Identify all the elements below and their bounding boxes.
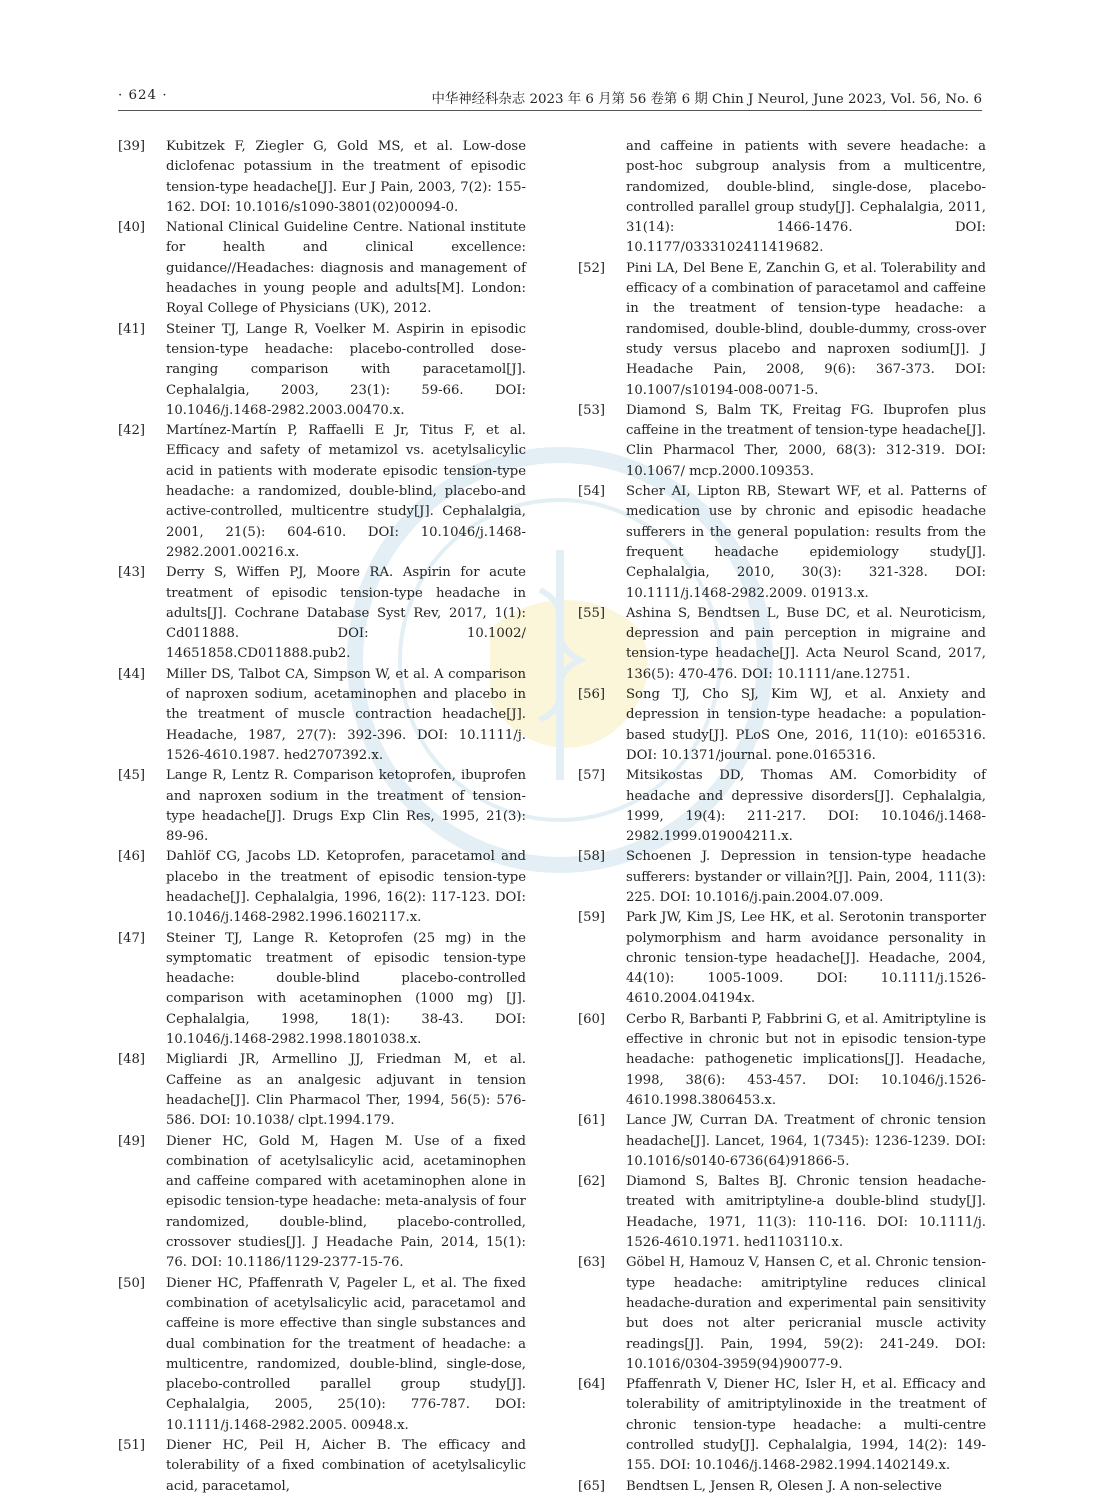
- reference-number: [39]: [118, 139, 146, 154]
- reference-item: [578, 1172, 986, 1253]
- reference-item: [578, 259, 986, 401]
- reference-item: [578, 401, 986, 482]
- right-reference-column: [578, 137, 986, 1497]
- reference-text: Ashina S, Bendtsen L, Buse DC, et al. Neuroticism, depression and pain perception in migraine and tension-type headache[J]. Acta Neurol Scand, 2017, 136(5): 470-476. DOI: 10.1111/ane.12751.: [626, 605, 986, 682]
- reference-item: [578, 908, 986, 1009]
- reference-text: Dahlöf CG, Jacobs LD. Ketoprofen, paracetamol and placebo in the treatment of episodic tension-type headache[J]. Cephalalgia, 1996, 16(2): 117-123. DOI: 10.1046/j.1468-2982.1996.1602117.x.: [166, 849, 526, 926]
- reference-number: [53]: [578, 402, 606, 418]
- reference-number: [54]: [578, 484, 606, 500]
- reference-number: [42]: [118, 423, 146, 439]
- reference-number: [52]: [578, 260, 606, 276]
- reference-text: Bendtsen L, Jensen R, Olesen J. A non-selective: [626, 1478, 942, 1494]
- reference-item: [118, 1050, 526, 1131]
- reference-number: [62]: [578, 1174, 606, 1190]
- reference-number: [49]: [118, 1133, 146, 1149]
- reference-text: Diener HC, Pfaffenrath V, Pageler L, et al. The fixed combination of acetylsalicylic acid, paracetamol and caffeine is more effective than single substances and dual combination for the treatment of headache: a multicentre, randomized, double-blind, single-dose, placebo-controlled parallel group study[J]. Cephalalgia, 2005, 25(10): 776-787. DOI: 10.1111/j.1468-2982.2005. 00948.x.: [166, 1275, 526, 1433]
- reference-text: Miller DS, Talbot CA, Simpson W, et al. A comparison of naproxen sodium, acetaminophen and placebo in the treatment of muscle contraction headache[J]. Headache, 1987, 27(7): 392-396. DOI: 10.1111/j. 1526-4610.1987. hed2707392.x.: [166, 666, 526, 763]
- reference-item: [578, 1010, 986, 1111]
- reference-item: [118, 421, 526, 563]
- reference-text: Lance JW, Curran DA. Treatment of chronic tension headache[J]. Lancet, 1964, 1(7345): 1236-1239. DOI: 10.1016/s0140-6736(64)91866-5.: [626, 1113, 986, 1169]
- reference-continuation: and caffeine in patients with severe headache: a post-hoc subgroup analysis from a multicentre, randomized, double-blind, single-dose, placebo-controlled parallel group study[J]. Cephalalgia, 2011, 31(14): 1466-1476. DOI: 10.1177/0333102411419682.: [626, 139, 986, 256]
- reference-item: [118, 1132, 526, 1274]
- reference-item: [578, 685, 986, 766]
- reference-number: [64]: [578, 1377, 606, 1393]
- reference-number: [50]: [118, 1275, 146, 1291]
- reference-text: Martínez-Martín P, Raffaelli E Jr, Titus F, et al. Efficacy and safety of metamizol vs. acetylsalicylic acid in patients with moderate episodic tension-type headache: a randomized, double-blind, placebo-and active-controlled, multicentre study[J]. Cephalalgia, 2001, 21(5): 604-610. DOI: 10.1046/j.1468-2982.2001.00216.x.: [166, 423, 526, 560]
- reference-text: Kubitzek F, Ziegler G, Gold MS, et al. Low-dose diclofenac potassium in the treatment of episodic tension-type headache[J]. Eur J Pain, 2003, 7(2): 155-162. DOI: 10.1016/s1090-3801(02)00094-0.: [166, 139, 526, 215]
- reference-item: [118, 1436, 526, 1497]
- reference-item: [578, 847, 986, 908]
- reference-number: [63]: [578, 1255, 606, 1271]
- reference-item: [118, 218, 526, 319]
- reference-number: [61]: [578, 1113, 606, 1129]
- reference-number: [47]: [118, 930, 146, 946]
- reference-item: [118, 320, 526, 421]
- reference-text: Scher AI, Lipton RB, Stewart WF, et al. Patterns of medication use by chronic and episodic headache sufferers in the general population: results from the frequent headache epidemiology study[J]. Cephalalgia, 2010, 30(3): 321-328. DOI: 10.1111/j.1468-2982.2009. 01913.x.: [626, 484, 986, 601]
- reference-number: [40]: [118, 220, 146, 236]
- reference-item: [118, 665, 526, 766]
- reference-item: [578, 1111, 986, 1172]
- reference-text: Diener HC, Peil H, Aicher B. The efficacy and tolerability of a fixed combination of acetylsalicylic acid, paracetamol,: [166, 1438, 526, 1494]
- reference-item: [578, 1477, 986, 1497]
- header-rule: [118, 110, 982, 111]
- reference-text: Schoenen J. Depression in tension-type headache sufferers: bystander or villain?[J]. Pain, 2004, 111(3): 225. DOI: 10.1016/j.pain.2004.07.009.: [626, 849, 986, 905]
- reference-number: [51]: [118, 1438, 146, 1453]
- reference-item: [118, 847, 526, 928]
- reference-text: Pini LA, Del Bene E, Zanchin G, et al. Tolerability and efficacy of a combination of paracetamol and caffeine in the treatment of tension-type headache: a randomised, double-blind, double-dummy, cross-over study versus placebo and naproxen sodium[J]. J Headache Pain, 2008, 9(6): 367-373. DOI: 10.1007/s10194-008-0071-5.: [626, 260, 986, 398]
- reference-number: [55]: [578, 605, 606, 621]
- page-number: · 624 ·: [118, 88, 168, 103]
- reference-number: [41]: [118, 321, 146, 337]
- reference-item: [578, 1253, 986, 1375]
- reference-text: Steiner TJ, Lange R, Voelker M. Aspirin in episodic tension-type headache: placebo-controlled dose-ranging comparison with paracetamol[J]. Cephalalgia, 2003, 23(1): 59-66. DOI: 10.1046/j.1468-2982.2003.00470.x.: [166, 321, 526, 418]
- reference-number: [57]: [578, 768, 606, 784]
- reference-number: [65]: [578, 1478, 606, 1494]
- reference-text: Cerbo R, Barbanti P, Fabbrini G, et al. Amitriptyline is effective in chronic but not in episodic tension-type headache: pathogenetic implications[J]. Headache, 1998, 38(6): 453-457. DOI: 10.1046/j.1526-4610.1998.3806453.x.: [626, 1011, 986, 1108]
- reference-text: Diener HC, Gold M, Hagen M. Use of a fixed combination of acetylsalicylic acid, acetaminophen and caffeine compared with acetaminophen alone in episodic tension-type headache: meta-analysis of four randomized, double-blind, placebo-controlled, crossover studies[J]. J Headache Pain, 2014, 15(1): 76. DOI: 10.1186/1129-2377-15-76.: [166, 1133, 526, 1271]
- reference-item: [578, 1375, 986, 1476]
- reference-item: [118, 766, 526, 847]
- journal-citation: 中华神经科杂志 2023 年 6 月第 56 卷第 6 期 Chin J Neurol, June 2023, Vol. 56, No. 6: [431, 92, 982, 107]
- reference-text: Göbel H, Hamouz V, Hansen C, et al. Chronic tension-type headache: amitriptyline reduces clinical headache-duration and experimental pain sensitivity but does not alter pericranial muscle activity readings[J]. Pain, 1994, 59(2): 241-249. DOI: 10.1016/0304-3959(94)90077-9.: [626, 1255, 986, 1372]
- reference-item: [118, 137, 526, 218]
- reference-number: [56]: [578, 687, 606, 703]
- reference-text: Song TJ, Cho SJ, Kim WJ, et al. Anxiety and depression in tension-type headache: a population-based study[J]. PLoS One, 2016, 11(10): e0165316. DOI: 10.1371/journal. pone.0165316.: [626, 687, 986, 763]
- reference-number: [59]: [578, 910, 606, 926]
- reference-text: Derry S, Wiffen PJ, Moore RA. Aspirin for acute treatment of episodic tension-type headache in adults[J]. Cochrane Database Syst Rev, 2017, 1(1): Cd011888. DOI: 10.1002/ 14651858.CD011888.pub2.: [166, 565, 526, 662]
- reference-number: [43]: [118, 565, 146, 581]
- reference-number: [58]: [578, 849, 606, 865]
- reference-number: [60]: [578, 1011, 606, 1027]
- reference-text: Diamond S, Baltes BJ. Chronic tension headache-treated with amitriptyline-a double-blind study[J]. Headache, 1971, 11(3): 110-116. DOI: 10.1111/j. 1526-4610.1971. hed1103110.x.: [626, 1174, 986, 1251]
- reference-number: [45]: [118, 768, 146, 784]
- reference-text: Diamond S, Balm TK, Freitag FG. Ibuprofen plus caffeine in the treatment of tension-type headache[J]. Clin Pharmacol Ther, 2000, 68(3): 312-319. DOI: 10.1067/ mcp.2000.109353.: [626, 402, 986, 479]
- reference-text: Lange R, Lentz R. Comparison ketoprofen, ibuprofen and naproxen sodium in the treatment of tension-type headache[J]. Drugs Exp Clin Res, 1995, 21(3): 89-96.: [166, 768, 526, 845]
- reference-number: [48]: [118, 1052, 146, 1068]
- reference-text: National Clinical Guideline Centre. National institute for health and clinical excellence: guidance//Headaches: diagnosis and management of headaches in young people and adults[M]. London: Royal College of Physicians (UK), 2012.: [166, 220, 526, 317]
- reference-text: Pfaffenrath V, Diener HC, Isler H, et al. Efficacy and tolerability of amitriptylinoxide in the treatment of chronic tension-type headache: a multi-centre controlled study[J]. Cephalalgia, 1994, 14(2): 149-155. DOI: 10.1046/j.1468-2982.1994.1402149.x.: [626, 1377, 986, 1474]
- reference-number: [46]: [118, 849, 146, 865]
- reference-item: [118, 929, 526, 1051]
- reference-item: [578, 604, 986, 685]
- reference-item: [118, 1274, 526, 1436]
- reference-item: [578, 766, 986, 847]
- reference-text: Migliardi JR, Armellino JJ, Friedman M, et al. Caffeine as an analgesic adjuvant in tension headache[J]. Clin Pharmacol Ther, 1994, 56(5): 576-586. DOI: 10.1038/ clpt.1994.179.: [166, 1052, 526, 1129]
- reference-number: [44]: [118, 666, 146, 682]
- reference-text: Mitsikostas DD, Thomas AM. Comorbidity of headache and depressive disorders[J]. Cephalalgia, 1999, 19(4): 211-217. DOI: 10.1046/j.1468-2982.1999.019004211.x.: [626, 768, 986, 845]
- reference-text: Park JW, Kim JS, Lee HK, et al. Serotonin transporter polymorphism and harm avoidance personality in chronic tension-type headache[J]. Headache, 2004, 44(10): 1005-1009. DOI: 10.1111/j.1526-4610.2004.04194x.: [626, 910, 986, 1007]
- reference-text: Steiner TJ, Lange R. Ketoprofen (25 mg) in the symptomatic treatment of episodic tension-type headache: double-blind placebo-controlled comparison with acetaminophen (1000 mg) [J]. Cephalalgia, 1998, 18(1): 38-43. DOI: 10.1046/j.1468-2982.1998.1801038.x.: [166, 930, 526, 1048]
- reference-item: [578, 482, 986, 604]
- left-reference-column: [118, 137, 526, 1497]
- reference-item: [118, 563, 526, 664]
